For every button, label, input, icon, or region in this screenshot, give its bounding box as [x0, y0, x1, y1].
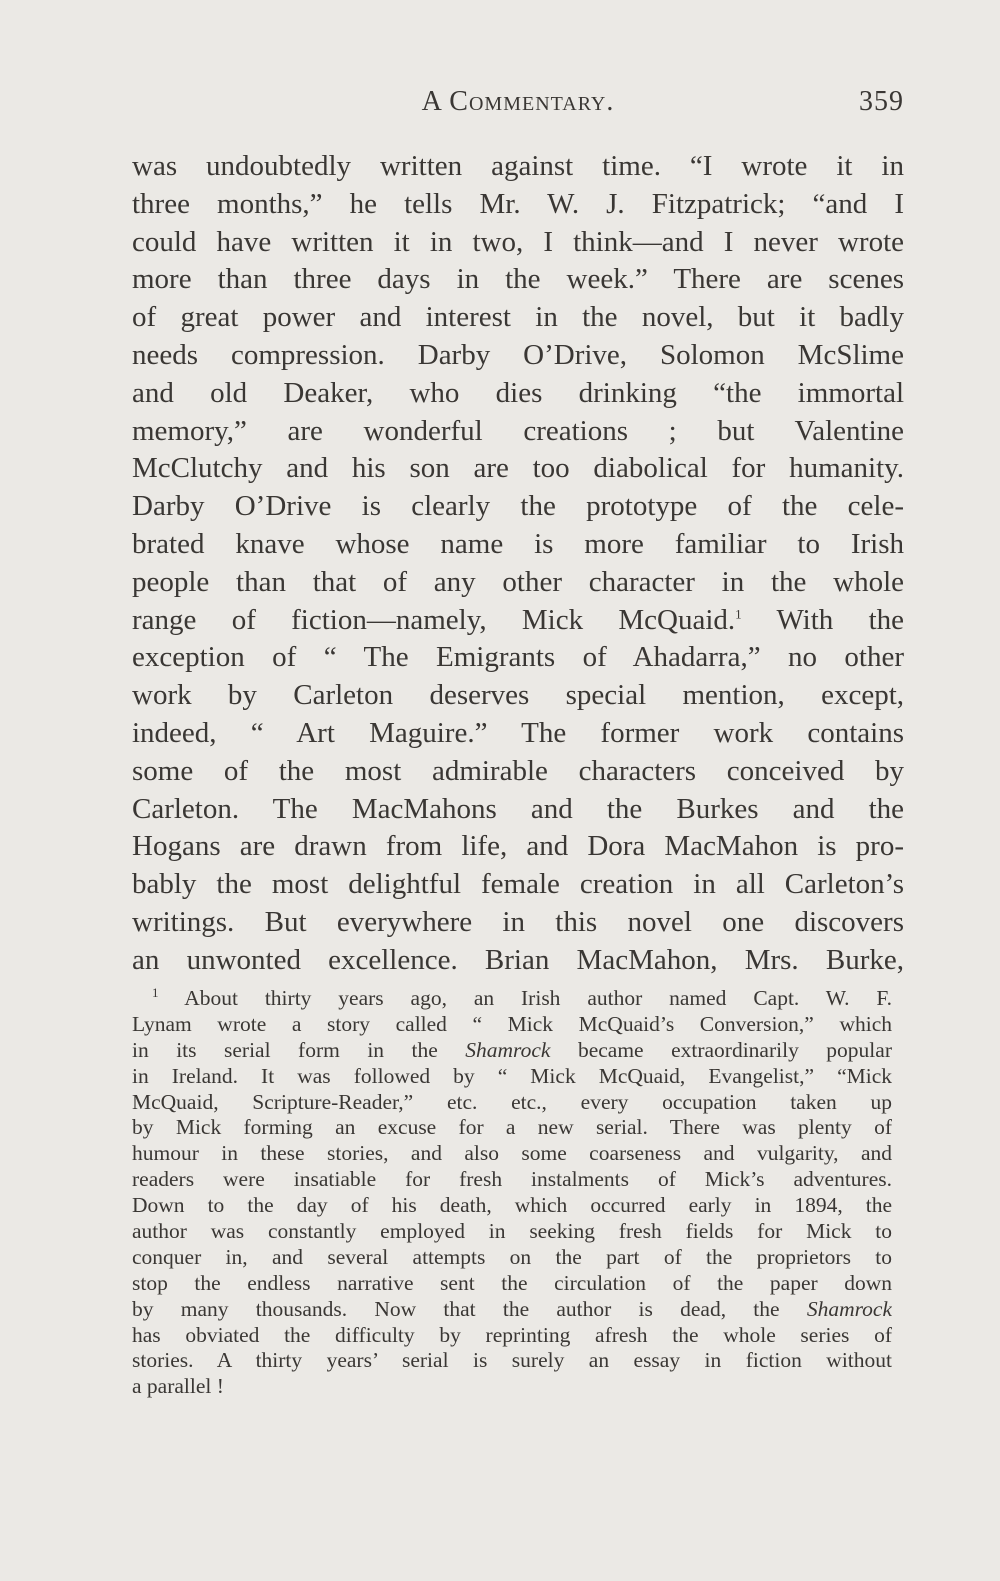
- footnote: [132, 986, 892, 1400]
- publication-title: Shamrock: [465, 1037, 551, 1062]
- footnote-text: by many thousands. Now that the author is dead, the: [132, 1296, 807, 1321]
- footnote-text: About thirty years ago, an Irish author named Capt. W. F.: [184, 986, 892, 1010]
- body-line: writings. But everywhere in this novel one discovers: [132, 905, 904, 938]
- footnote-line: [132, 1297, 892, 1323]
- footnote-text: in its serial form in the: [132, 1037, 466, 1062]
- body-line: brated knave whose name is more familiar to Irish: [132, 527, 904, 560]
- body-line: some of the most admirable characters conceived by: [132, 754, 904, 787]
- body-line: indeed, “ Art Maguire.” The former work contains: [132, 716, 904, 749]
- body-line: more than three days in the week.” There are scenes: [132, 263, 904, 296]
- body-line: an unwonted excellence. Brian MacMahon, Mrs. Burke,: [132, 943, 904, 976]
- footnote-line: author was constantly employed in seeking fresh fields for Mick to: [132, 1219, 892, 1244]
- page-number: 359: [859, 86, 904, 117]
- footnote-line: has obviated the difficulty by reprinting afresh the whole series of: [132, 1322, 892, 1347]
- footnote-line: [132, 1038, 892, 1064]
- body-line: of great power and interest in the novel, but it badly: [132, 301, 904, 334]
- footnote-line: a parallel !: [132, 1374, 224, 1399]
- footnote-line: by Mick forming an excuse for a new serial. There was plenty of: [132, 1115, 892, 1140]
- body-line: needs compression. Darby O’Drive, Solomon McSlime: [132, 338, 904, 371]
- footnote-text: became extraordinarily popular: [550, 1037, 892, 1062]
- footnote-line: [132, 986, 892, 1012]
- footnote-line: in Ireland. It was followed by “ Mick McQuaid, Evangelist,” “Mick: [132, 1063, 892, 1088]
- footnote-line: stop the endless narrative sent the circulation of the paper down: [132, 1270, 892, 1295]
- body-line: Darby O’Drive is clearly the prototype of the cele-: [132, 490, 904, 523]
- body-text: [132, 148, 904, 980]
- body-line: bably the most delightful female creation in all Carleton’s: [132, 868, 904, 901]
- body-line: work by Carleton deserves special mention, except,: [132, 679, 904, 712]
- running-head-title: A Commentary.: [421, 86, 615, 117]
- body-line: and old Deaker, who dies drinking “the immortal: [132, 376, 904, 409]
- body-line: memory,” are wonderful creations ; but Valentine: [132, 414, 904, 447]
- body-line: McClutchy and his son are too diabolical for humanity.: [132, 452, 904, 485]
- body-line: exception of “ The Emigrants of Ahadarra,” no other: [132, 641, 904, 674]
- body-line: three months,” he tells Mr. W. J. Fitzpatrick; “and I: [132, 187, 904, 220]
- body-line: Carleton. The MacMahons and the Burkes and the: [132, 792, 904, 825]
- footnote-line: humour in these stories, and also some coarseness and vulgarity, and: [132, 1141, 892, 1166]
- publication-title: Shamrock: [806, 1296, 892, 1321]
- footnote-line: Lynam wrote a story called “ Mick McQuaid’s Conversion,” which: [132, 1011, 892, 1036]
- footnote-line: McQuaid, Scripture-Reader,” etc. etc., every occupation taken up: [132, 1089, 892, 1114]
- footnote-line: readers were insatiable for fresh instalments of Mick’s adventures.: [132, 1167, 892, 1192]
- body-line: was undoubtedly written against time. “I wrote it in: [132, 150, 904, 182]
- footnote-line: conquer in, and several attempts on the part of the proprietors to: [132, 1244, 892, 1269]
- footnote-marker: 1: [152, 986, 159, 1000]
- body-line-text: With the: [741, 603, 904, 636]
- footnote-reference: 1: [735, 605, 742, 621]
- body-line: Hogans are drawn from life, and Dora MacMahon is pro-: [132, 830, 904, 863]
- body-line-with-footnote-ref: [132, 602, 904, 640]
- body-line-text: range of fiction—namely, Mick McQuaid.: [132, 603, 736, 636]
- body-line: could have written it in two, I think—and I never wrote: [132, 225, 904, 258]
- body-line: people than that of any other character in the whole: [132, 565, 904, 598]
- footnote-line: Down to the day of his death, which occurred early in 1894, the: [132, 1193, 892, 1218]
- running-head: [132, 86, 904, 126]
- footnote-line: stories. A thirty years’ serial is surely an essay in fiction without: [132, 1348, 892, 1373]
